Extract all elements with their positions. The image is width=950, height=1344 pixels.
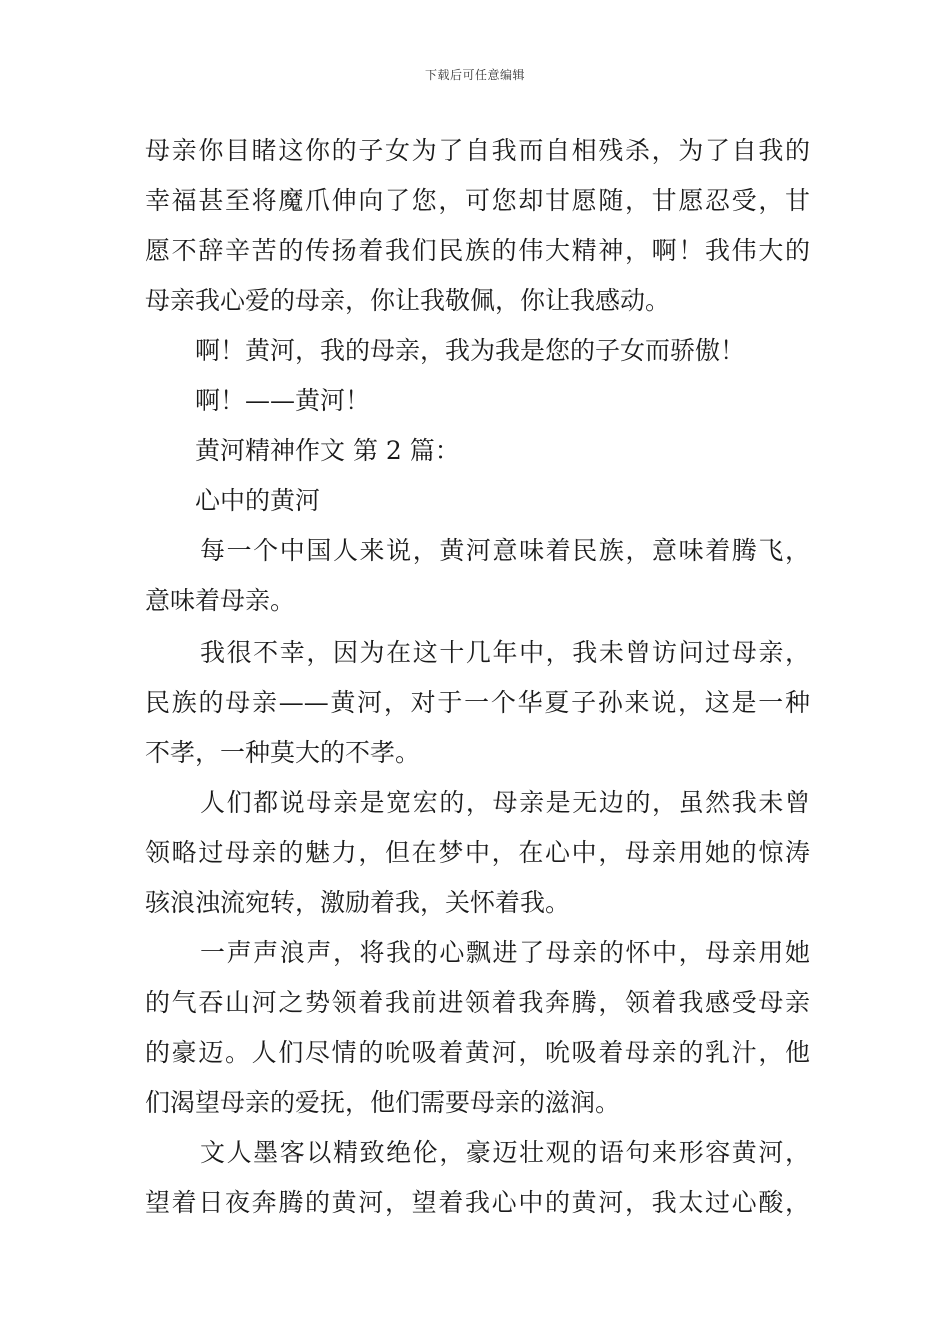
text-line: 一声声浪声，将我的心飘进了母亲的怀中，母亲用她 (200, 938, 810, 967)
text-line: 啊！——黄河！ (195, 386, 371, 415)
text-line: 母亲我心爱的母亲，你让我敬佩，你让我感动。 (145, 286, 671, 315)
text-line: 意味着母亲。 (145, 586, 296, 615)
text-line: 我很不幸，因为在这十几年中，我未曾访问过母亲， (200, 638, 810, 667)
text-line: 每一个中国人来说，黄河意味着民族，意味着腾飞， (200, 536, 810, 565)
text-line: 领略过母亲的魅力，但在梦中，在心中，母亲用她的惊涛 (145, 838, 810, 867)
text-line: 民族的母亲——黄河，对于一个华夏子孙来说，这是一种 (145, 688, 810, 717)
section-title: 黄河精神作文 第 2 篇： (195, 436, 460, 465)
page-header-note: 下载后可任意编辑 (424, 68, 525, 82)
text-line: 母亲你目睹这你的子女为了自我而自相残杀，为了自我的 (145, 136, 810, 165)
text-line: 不孝，一种莫大的不孝。 (145, 738, 421, 767)
essay-title: 心中的黄河 (195, 486, 321, 515)
document-body (145, 126, 810, 1228)
text-line: 骇浪浊流宛转，激励着我，关怀着我。 (145, 888, 571, 917)
text-line: 们渴望母亲的爱抚，他们需要母亲的滋润。 (145, 1088, 621, 1117)
text-line: 人们都说母亲是宽宏的，母亲是无边的，虽然我未曾 (200, 788, 810, 817)
text-line: 文人墨客以精致绝伦，豪迈壮观的语句来形容黄河， (200, 1138, 810, 1167)
text-line: 的气吞山河之势领着我前进领着我奔腾，领着我感受母亲 (145, 988, 810, 1017)
text-line: 幸福甚至将魔爪伸向了您，可您却甘愿随，甘愿忍受，甘 (145, 186, 810, 215)
text-line: 啊！黄河，我的母亲，我为我是您的子女而骄傲！ (195, 336, 746, 365)
text-line: 望着日夜奔腾的黄河，望着我心中的黄河，我太过心酸， (145, 1188, 810, 1217)
text-line: 愿不辞辛苦的传扬着我们民族的伟大精神，啊！我伟大的 (145, 236, 810, 265)
text-line: 的豪迈。人们尽情的吮吸着黄河，吮吸着母亲的乳汁，他 (145, 1038, 810, 1067)
